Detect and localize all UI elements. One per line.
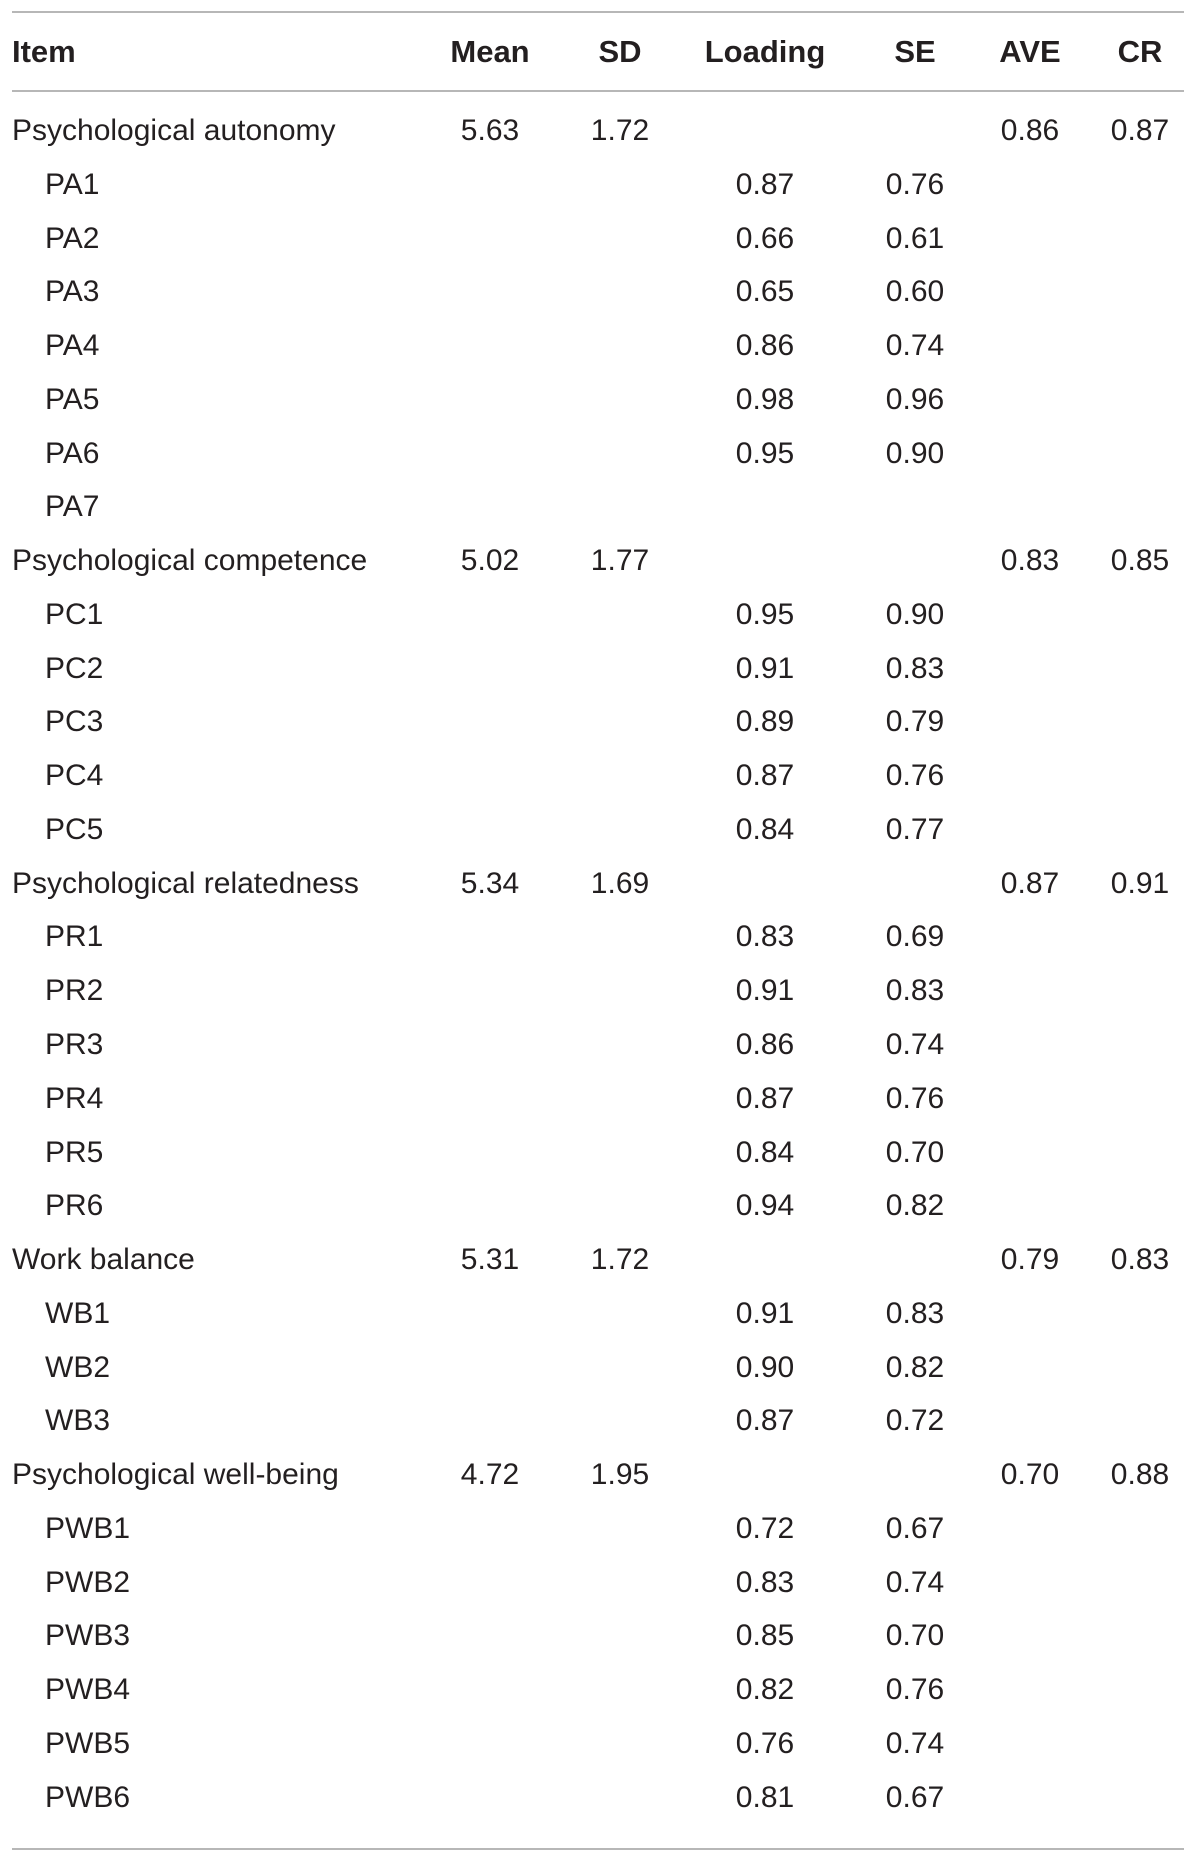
table-row-indicator <box>0 749 1200 803</box>
cell-se: 0.77 <box>885 812 945 846</box>
cell-item: PWB3 <box>45 1619 131 1653</box>
cell-loading: 0.83 <box>735 1565 795 1599</box>
cell-loading: 0.87 <box>735 1404 795 1438</box>
cell-loading: 0.89 <box>735 705 795 739</box>
cell-item: PR5 <box>45 1135 104 1169</box>
cell-sd: 1.69 <box>590 866 650 900</box>
cell-ave: 0.79 <box>1000 1243 1060 1277</box>
table-row-indicator <box>0 803 1200 857</box>
cell-se: 0.74 <box>885 1565 945 1599</box>
cell-loading: 0.84 <box>735 1135 795 1169</box>
table-row-indicator <box>0 1394 1200 1448</box>
cell-ave: 0.70 <box>1000 1458 1060 1492</box>
cell-item: Psychological relatedness <box>12 866 359 900</box>
cell-item: Work balance <box>12 1243 195 1277</box>
cell-item: PR2 <box>45 974 104 1008</box>
cell-se: 0.72 <box>885 1404 945 1438</box>
cell-se: 0.83 <box>885 651 945 685</box>
cell-item: PA1 <box>45 167 100 201</box>
table-row-indicator <box>0 964 1200 1018</box>
cell-item: PA6 <box>45 436 100 470</box>
cell-se: 0.83 <box>885 1296 945 1330</box>
cell-item: PR3 <box>45 1028 104 1062</box>
header-sd: SD <box>598 34 642 69</box>
cell-cr: 0.83 <box>1110 1243 1170 1277</box>
cell-item: PA2 <box>45 221 100 255</box>
cell-se: 0.67 <box>885 1780 945 1814</box>
table-row-indicator <box>0 1502 1200 1556</box>
table-row-construct <box>0 1233 1200 1287</box>
cell-ave: 0.86 <box>1000 114 1060 147</box>
cell-item: Psychological competence <box>12 544 368 578</box>
cell-ave: 0.87 <box>1000 866 1060 900</box>
table-row-construct <box>0 1448 1200 1502</box>
cell-cr: 0.88 <box>1110 1458 1170 1492</box>
table-row-indicator <box>0 1609 1200 1663</box>
cell-item: PC5 <box>45 812 104 846</box>
cell-se: 0.69 <box>885 920 945 954</box>
cell-sd: 1.72 <box>590 1243 650 1277</box>
cell-se: 0.61 <box>885 221 945 255</box>
cell-mean: 5.31 <box>460 1243 520 1277</box>
cell-se: 0.83 <box>885 974 945 1008</box>
table-row-indicator <box>0 695 1200 749</box>
cell-loading: 0.90 <box>735 1350 795 1384</box>
cell-mean: 5.63 <box>460 114 520 147</box>
table-row-indicator <box>0 642 1200 696</box>
cell-loading: 0.86 <box>735 329 795 363</box>
cell-loading: 0.98 <box>735 382 795 416</box>
header-mean: Mean <box>450 34 530 69</box>
cell-loading: 0.72 <box>735 1511 795 1545</box>
cell-mean: 5.34 <box>460 866 520 900</box>
cell-loading: 0.91 <box>735 974 795 1008</box>
cell-se: 0.90 <box>885 597 945 631</box>
cell-mean: 4.72 <box>460 1458 520 1492</box>
cell-se: 0.82 <box>885 1189 945 1223</box>
header-ave: AVE <box>999 34 1061 69</box>
table-row-indicator <box>0 265 1200 319</box>
cell-se: 0.74 <box>885 1726 945 1760</box>
table-row-indicator <box>0 1771 1200 1825</box>
cell-item: WB2 <box>45 1350 111 1384</box>
table-row-indicator <box>0 1341 1200 1395</box>
table-row-indicator <box>0 158 1200 212</box>
table-row-indicator <box>0 1717 1200 1771</box>
cell-loading: 0.94 <box>735 1189 795 1223</box>
cell-se: 0.79 <box>885 705 945 739</box>
table-row-indicator <box>0 1179 1200 1233</box>
cell-item: PC4 <box>45 759 104 793</box>
table-row-indicator <box>0 212 1200 266</box>
cell-se: 0.76 <box>885 167 945 201</box>
cell-se: 0.74 <box>885 329 945 363</box>
cell-loading: 0.83 <box>735 920 795 954</box>
cell-loading: 0.66 <box>735 221 795 255</box>
cell-item: PA7 <box>45 490 100 524</box>
cell-loading: 0.65 <box>735 275 795 309</box>
cell-loading: 0.76 <box>735 1726 795 1760</box>
table-row-indicator <box>0 1072 1200 1126</box>
table-row-indicator <box>0 480 1200 534</box>
table-row-indicator <box>0 1126 1200 1180</box>
cell-item: PC1 <box>45 597 104 631</box>
cell-loading: 0.81 <box>735 1780 795 1814</box>
table-row-indicator <box>0 1287 1200 1341</box>
header-cr: CR <box>1117 34 1163 69</box>
cell-item: PA3 <box>45 275 100 309</box>
cell-loading: 0.82 <box>735 1673 795 1707</box>
cell-se: 0.76 <box>885 1673 945 1707</box>
cell-se: 0.74 <box>885 1028 945 1062</box>
cell-cr: 0.91 <box>1110 866 1170 900</box>
cell-loading: 0.84 <box>735 812 795 846</box>
cell-item: PC2 <box>45 651 104 685</box>
cell-cr: 0.87 <box>1110 114 1170 147</box>
table-row-construct <box>0 857 1200 911</box>
cell-loading: 0.86 <box>735 1028 795 1062</box>
cell-ave: 0.83 <box>1000 544 1060 578</box>
cell-cr: 0.85 <box>1110 544 1170 578</box>
cell-item: PR1 <box>45 920 104 954</box>
cell-item: WB1 <box>45 1296 111 1330</box>
cell-se: 0.67 <box>885 1511 945 1545</box>
cell-item: PR4 <box>45 1081 104 1115</box>
cell-item: Psychological well-being <box>12 1458 339 1492</box>
table-row-indicator <box>0 319 1200 373</box>
cell-loading: 0.91 <box>735 1296 795 1330</box>
cell-loading: 0.87 <box>735 759 795 793</box>
table-row-indicator <box>0 373 1200 427</box>
cell-item: PC3 <box>45 705 104 739</box>
cell-loading: 0.87 <box>735 1081 795 1115</box>
cell-item: PWB1 <box>45 1511 131 1545</box>
table-header-row <box>0 12 1200 90</box>
table-row-indicator <box>0 1556 1200 1610</box>
header-se: SE <box>894 34 936 69</box>
header-item: Item <box>12 34 76 69</box>
table-bottom-rule <box>12 1848 1184 1850</box>
cell-se: 0.70 <box>885 1619 945 1653</box>
cell-sd: 1.95 <box>590 1458 650 1492</box>
cell-item: PWB6 <box>45 1780 131 1814</box>
cell-item: PA4 <box>45 329 100 363</box>
cell-item: PA5 <box>45 382 100 416</box>
cell-sd: 1.72 <box>590 114 650 147</box>
cell-item: PWB2 <box>45 1565 131 1599</box>
table-body <box>0 104 1200 1825</box>
cell-loading: 0.85 <box>735 1619 795 1653</box>
table-row-indicator <box>0 588 1200 642</box>
header-loading: Loading <box>704 34 826 69</box>
table-row-indicator <box>0 1018 1200 1072</box>
cell-se: 0.70 <box>885 1135 945 1169</box>
cell-item: Psychological autonomy <box>12 114 336 147</box>
cell-se: 0.82 <box>885 1350 945 1384</box>
table-row-indicator <box>0 427 1200 481</box>
cell-sd: 1.77 <box>590 544 650 578</box>
table-row-construct <box>0 104 1200 158</box>
cell-item: PWB4 <box>45 1673 131 1707</box>
table-row-indicator <box>0 1663 1200 1717</box>
table-row-indicator <box>0 910 1200 964</box>
cell-se: 0.96 <box>885 382 945 416</box>
cell-se: 0.76 <box>885 759 945 793</box>
cell-se: 0.60 <box>885 275 945 309</box>
cell-item: PWB5 <box>45 1726 131 1760</box>
cell-loading: 0.95 <box>735 436 795 470</box>
cell-loading: 0.95 <box>735 597 795 631</box>
cell-loading: 0.91 <box>735 651 795 685</box>
cell-se: 0.90 <box>885 436 945 470</box>
table-row-construct <box>0 534 1200 588</box>
cell-se: 0.76 <box>885 1081 945 1115</box>
cell-item: PR6 <box>45 1189 104 1223</box>
table-header-rule <box>12 90 1184 92</box>
cell-loading: 0.87 <box>735 167 795 201</box>
cell-item: WB3 <box>45 1404 111 1438</box>
cell-mean: 5.02 <box>460 544 520 578</box>
